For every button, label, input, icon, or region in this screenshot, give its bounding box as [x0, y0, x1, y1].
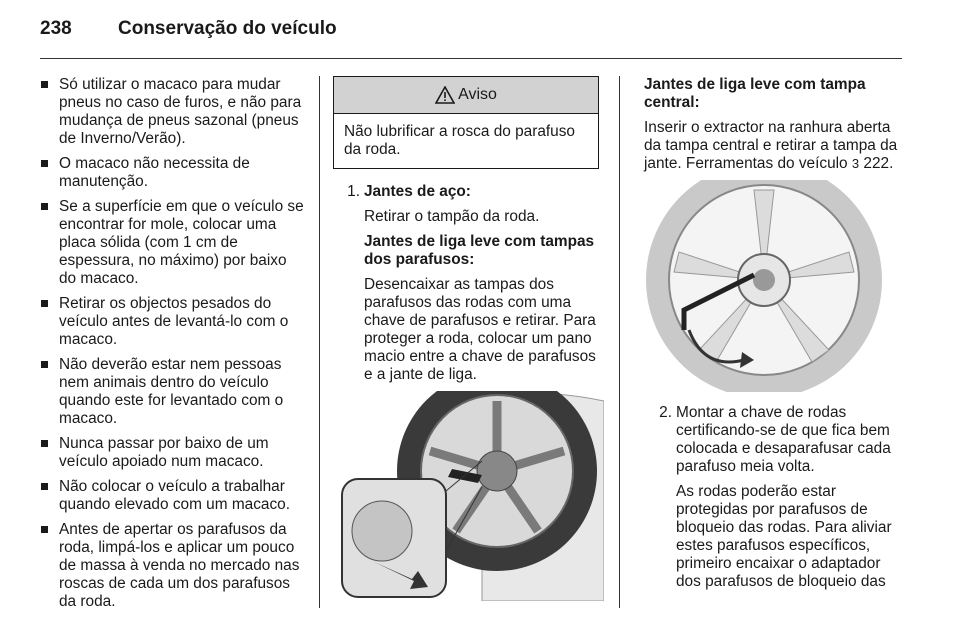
- warning-header: [334, 77, 598, 114]
- step-heading: Jantes de aço:: [364, 183, 471, 200]
- step-text: Montar a chave de rodas certificando-se de que fica bem colocada e desaparafusar cada parafuso meia volta.: [676, 404, 891, 475]
- step-text-continued: As rodas poderão estar protegidas por parafusos de bloqueio das rodas. Para aliviar estes parafusos específicos, primeiro encaixar o adaptador dos parafusos de bloqueio das: [676, 483, 892, 590]
- column-divider-2: [619, 76, 620, 608]
- warning-text: Não lubrificar a rosca do parafuso da roda.: [344, 123, 575, 158]
- paragraph: Inserir o extractor na ranhura aberta da tampa central e retirar a tampa da jante. Ferramentas do veículo 3 222.: [644, 119, 898, 172]
- page-number: 238: [40, 18, 72, 39]
- alloy-wheel-illustration: [644, 180, 902, 392]
- step-subtext: Desencaixar as tampas dos parafusos das rodas com uma chave de parafusos e retirar. Para proteger a roda, colocar um pano macio entre a chave de parafusos e a jante de liga.: [364, 276, 596, 383]
- list-item: Antes de apertar os parafusos da roda, limpá-los e aplicar um pouco de massa à venda no mercado nas roscas de cada um dos parafusos da roda.: [40, 521, 306, 611]
- step-number: 2.: [659, 404, 672, 421]
- page-title: Conservação do veículo: [118, 18, 337, 39]
- column-right: [644, 76, 906, 598]
- step-1: [332, 183, 604, 384]
- step-text: Retirar o tampão da roda.: [364, 208, 540, 225]
- warning-title: Aviso: [458, 86, 497, 103]
- step-2: [644, 404, 906, 591]
- list-item: Se a superfície em que o veículo se encontrar for mole, colocar uma placa sólida (com 1 cm de espessura, no máximo) por baixo do macaco.: [40, 198, 306, 288]
- wheel-cap-extractor-illustration: [644, 180, 902, 392]
- list-item: Só utilizar o macaco para mudar pneus no caso de furos, e não para mudança de pneus sazonal (pneus de Inverno/Verão).: [40, 76, 306, 148]
- wheel-bolt-cap-illustration: [332, 391, 604, 601]
- bullet-list: [40, 76, 306, 611]
- header-rule: [40, 58, 902, 59]
- column-middle: [332, 76, 604, 601]
- page-header: [40, 14, 337, 44]
- list-item: Retirar os objectos pesados do veículo antes de levantá-lo com o macaco.: [40, 295, 306, 349]
- page-reference[interactable]: 222.: [863, 155, 894, 172]
- bullet-square-icon: [41, 203, 48, 210]
- bullet-square-icon: [41, 440, 48, 447]
- bullet-square-icon: [41, 81, 48, 88]
- bullet-square-icon: [41, 160, 48, 167]
- step-subheading: Jantes de liga leve com tampas dos parafusos:: [364, 233, 595, 268]
- bullet-square-icon: [41, 483, 48, 490]
- warning-triangle-icon: [435, 86, 455, 104]
- bullet-square-icon: [41, 526, 48, 533]
- column-divider-1: [319, 76, 320, 608]
- list-item: Nunca passar por baixo de um veículo apoiado num macaco.: [40, 435, 306, 471]
- section-heading: Jantes de liga leve com tampa central:: [644, 76, 866, 111]
- bullet-square-icon: [41, 300, 48, 307]
- step-number: 1.: [347, 183, 360, 200]
- list-item: O macaco não necessita de manutenção.: [40, 155, 306, 191]
- bullet-square-icon: [41, 361, 48, 368]
- column-left: [40, 76, 306, 618]
- page-reference-arrow-icon: 3: [851, 156, 860, 171]
- list-item: Não deverão estar nem pessoas nem animais dentro do veículo quando este for levantado com o macaco.: [40, 356, 306, 428]
- wheel-screwdriver-illustration: [332, 391, 604, 601]
- list-item: Não colocar o veículo a trabalhar quando elevado com um macaco.: [40, 478, 306, 514]
- warning-box: [333, 76, 599, 169]
